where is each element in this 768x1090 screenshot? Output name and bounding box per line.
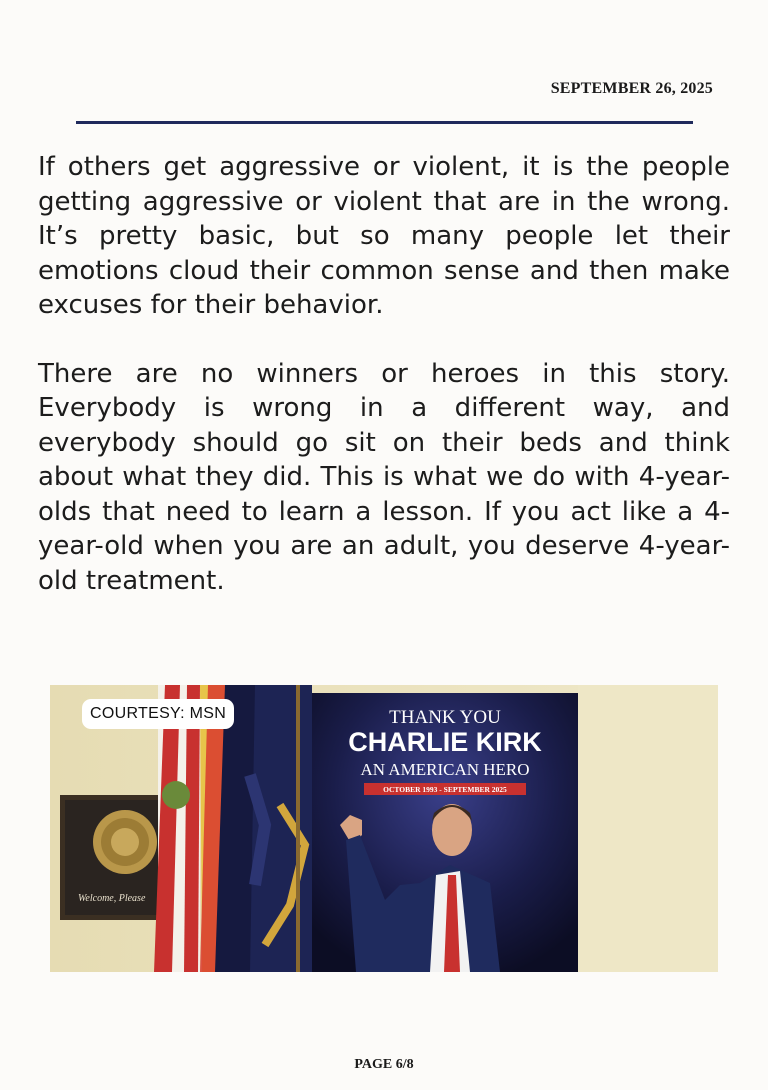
tribute-poster [312, 693, 578, 972]
poster-line-1: THANK YOU [389, 707, 501, 728]
poster-dates: OCTOBER 1993 - SEPTEMBER 2025 [383, 785, 507, 794]
page-number: PAGE 6/8 [354, 1057, 414, 1072]
plaque-caption: Welcome, Please [78, 893, 146, 904]
photo-credit-badge: COURTESY: MSN [82, 699, 234, 729]
paragraph: There are no winners or heroes in this story. Everybody is wrong in a different way, and everybody should go sit on their beds and think about what they did. This is what we do with 4-year-olds that need to learn a lesson. If you act like a 4-year-old when you are an adult, you deserve 4-year-old treatment. [38, 358, 730, 596]
header-divider [76, 121, 693, 124]
seal-plaque [60, 795, 170, 920]
article-body [38, 150, 730, 632]
poster-title: CHARLIE KIRK [348, 727, 542, 757]
poster-line-3: AN AMERICAN HERO [360, 760, 530, 779]
paragraph: If others get aggressive or violent, it is the people getting aggressive or violent that are in the wrong. It’s pretty basic, but so many people let their emotions cloud their common sense and then make excuses for their behavior. [38, 152, 730, 320]
publication-date: SEPTEMBER 26, 2025 [550, 80, 713, 97]
